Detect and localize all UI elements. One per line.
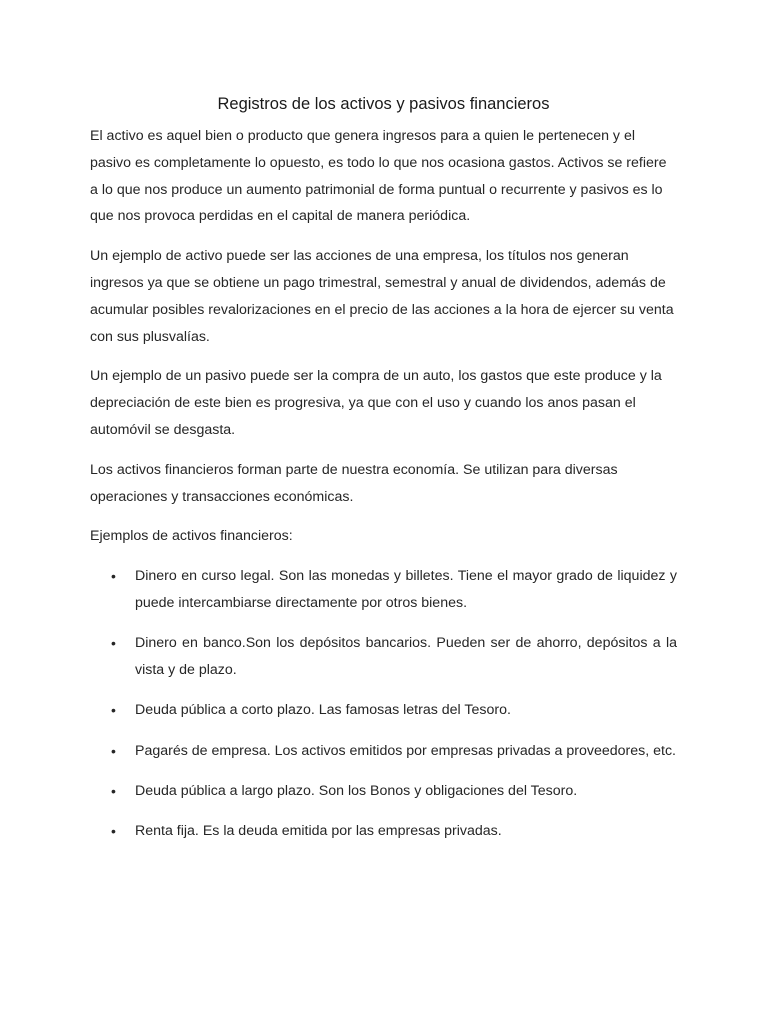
bullet-icon: •: [111, 823, 116, 840]
paragraph-definition: El activo es aquel bien o producto que genera ingresos para a quien le pertenecen y el pasivo es completamente lo opuesto, es todo lo que nos ocasiona gastos. Activos se refiere a lo que nos produce un aumento patrimonial de forma puntual o recurrente y pasivos es lo que nos provoca perdidas en el capital de manera periódica.: [90, 128, 667, 225]
list-item-text: Renta fija. Es la deuda emitida por las empresas privadas.: [135, 823, 502, 840]
list-item: [90, 818, 677, 845]
bullet-icon: •: [111, 568, 116, 585]
bullet-icon: •: [111, 635, 116, 652]
list-item-text: Dinero en curso legal. Son las monedas y billetes. Tiene el mayor grado de liquidez y puede intercambiarse directamente por otros bienes.: [135, 568, 677, 611]
list-item-text: Pagarés de empresa. Los activos emitidos por empresas privadas a proveedores, etc.: [135, 742, 676, 759]
list-item-text: Deuda pública a largo plazo. Son los Bonos y obligaciones del Tesoro.: [135, 782, 578, 799]
paragraph-examples-intro: Ejemplos de activos financieros:: [90, 528, 293, 545]
bullet-icon: •: [111, 782, 116, 799]
list-item: [90, 563, 677, 617]
bullet-icon: •: [111, 742, 116, 759]
list-item-text: Deuda pública a corto plazo. Las famosas letras del Tesoro.: [135, 702, 511, 719]
list-item: [90, 630, 677, 684]
list-item: [90, 778, 677, 805]
list-item: [90, 697, 677, 724]
list-item: [90, 738, 677, 765]
document-title: Registros de los activos y pasivos financieros: [217, 95, 550, 113]
bullet-icon: •: [111, 702, 116, 719]
examples-list: [90, 563, 677, 845]
paragraph-liability-example: Un ejemplo de un pasivo puede ser la compra de un auto, los gastos que este produce y la depreciación de este bien es progresiva, ya que con el uso y cuando los anos pasan el automóvil se desgasta.: [90, 368, 662, 438]
list-item-text: Dinero en banco.Son los depósitos bancarios. Pueden ser de ahorro, depósitos a la vista y de plazo.: [135, 635, 677, 679]
paragraph-financial-assets: Los activos financieros forman parte de nuestra economía. Se utilizan para diversas operaciones y transacciones económicas.: [90, 461, 618, 505]
paragraph-asset-example: Un ejemplo de activo puede ser las acciones de una empresa, los títulos nos generan ingresos ya que se obtiene un pago trimestral, semestral y anual de dividendos, además de acumular posibles revalorizaciones en el precio de las acciones a la hora de ejercer su venta con sus plusvalías.: [90, 248, 674, 345]
